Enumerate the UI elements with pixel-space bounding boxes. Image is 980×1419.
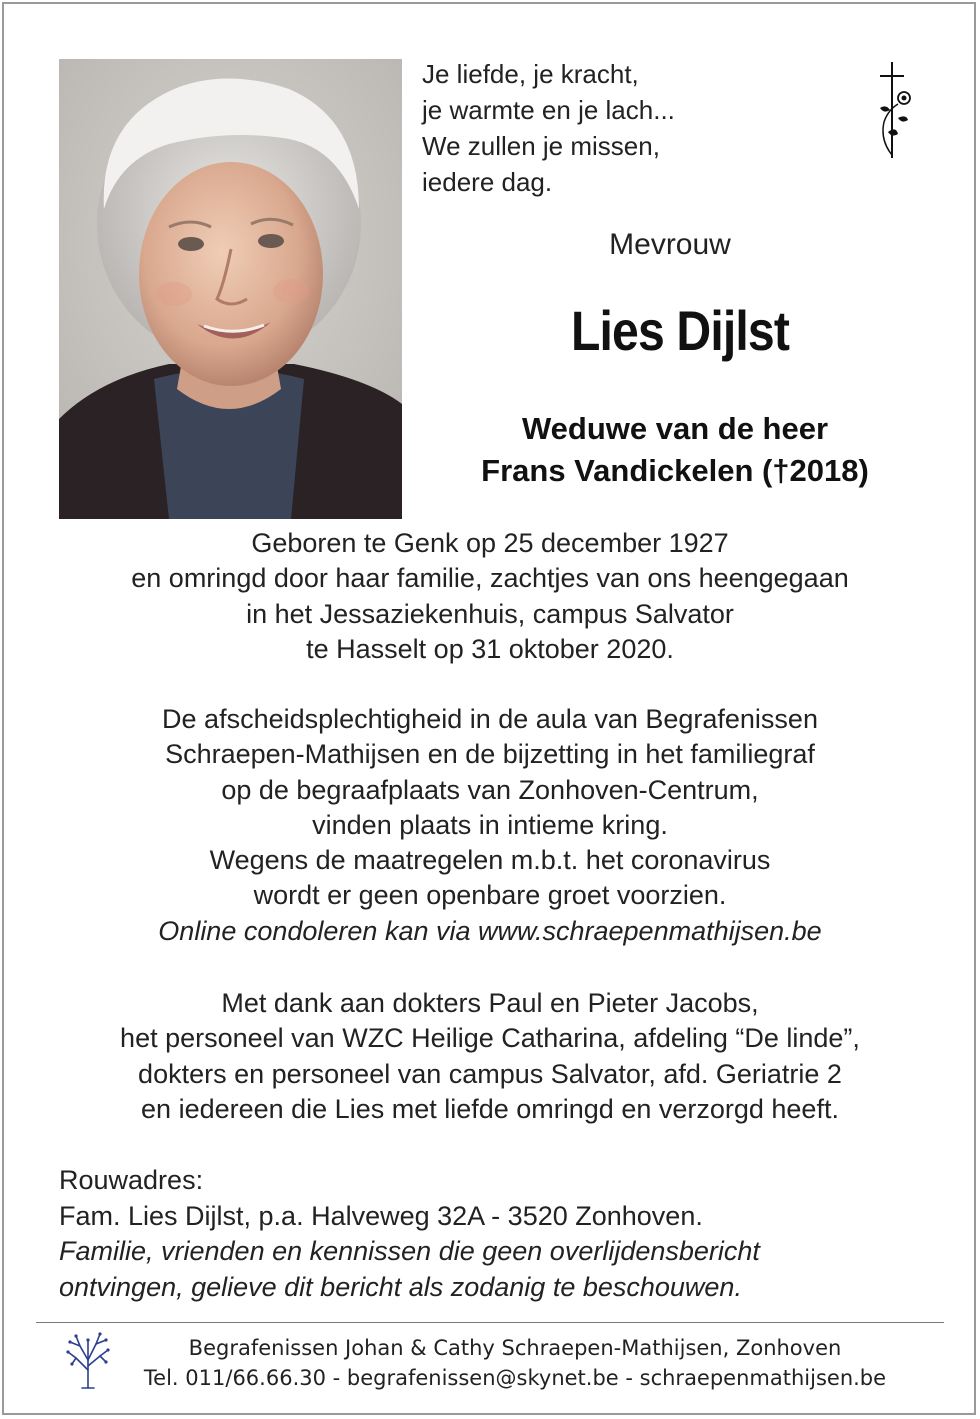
thanks-line: Met dank aan dokters Paul en Pieter Jacobs, — [221, 988, 759, 1018]
birth-death-paragraph — [40, 526, 940, 667]
footer-divider — [36, 1322, 944, 1323]
ceremony-line: op de begraafplaats van Zonhoven-Centrum, — [221, 774, 759, 805]
poem-line: iedere dag. — [422, 167, 553, 197]
mourning-address — [59, 1163, 939, 1305]
poem-line: je warmte en je lach... — [422, 95, 675, 125]
address-note: ontvingen, gelieve dit bericht als zodanig te beschouwen. — [59, 1271, 742, 1302]
poem-line: We zullen je missen, — [422, 131, 660, 161]
widow-of — [420, 408, 930, 492]
birth-line: te Hasselt op 31 oktober 2020. — [306, 633, 674, 664]
deceased-name: Lies Dijlst — [570, 299, 790, 362]
thanks-line: het personeel van WZC Heilige Catharina, afdeling “De linde”, — [120, 1023, 860, 1054]
ceremony-paragraph — [40, 702, 940, 949]
ceremony-line: De afscheidsplechtigheid in de aula van Begrafenissen — [162, 704, 818, 734]
funeral-home-footer — [115, 1333, 915, 1393]
widow-line: Weduwe van de heer — [521, 411, 829, 446]
poem — [422, 56, 752, 200]
thanks-paragraph — [40, 986, 940, 1127]
footer-line: Begrafenissen Johan & Cathy Schraepen-Mathijsen, Zonhoven — [188, 1336, 842, 1360]
footer-line: Tel. 011/66.66.30 - begrafenissen@skynet.be - schraepenmathijsen.be — [143, 1366, 887, 1390]
birth-line: in het Jessaziekenhuis, campus Salvator — [246, 598, 734, 629]
thanks-line: en iedereen die Lies met liefde omringd en verzorgd heeft. — [141, 1093, 839, 1124]
salutation: Mevrouw — [609, 228, 731, 261]
thanks-line: dokters en personeel van campus Salvator, afd. Geriatrie 2 — [138, 1058, 842, 1089]
ceremony-line: Wegens de maatregelen m.b.t. het coronavirus — [209, 845, 771, 876]
poem-line: Je liefde, je kracht, — [422, 59, 639, 89]
address-line: Fam. Lies Dijlst, p.a. Halveweg 32A - 3520 Zonhoven. — [59, 1200, 703, 1231]
birth-line: Geboren te Genk op 25 december 1927 — [251, 528, 729, 558]
address-note: Familie, vrienden en kennissen die geen overlijdensbericht — [59, 1236, 760, 1266]
ceremony-line: vinden plaats in intieme kring. — [312, 809, 668, 840]
ceremony-line: wordt er geen openbare groet voorzien. — [253, 880, 727, 911]
address-label: Rouwadres: — [59, 1165, 204, 1195]
cross-with-rose-icon — [872, 60, 918, 160]
birth-line: en omringd door haar familie, zachtjes van ons heengegaan — [131, 563, 849, 594]
online-condolence: Online condoleren kan via www.schraepenmathijsen.be — [158, 915, 822, 946]
widow-line: Frans Vandickelen (†2018) — [481, 453, 869, 488]
portrait-photo — [59, 59, 402, 519]
tree-logo-icon — [62, 1330, 114, 1390]
ceremony-line: Schraepen-Mathijsen en de bijzetting in het familiegraf — [165, 739, 815, 770]
